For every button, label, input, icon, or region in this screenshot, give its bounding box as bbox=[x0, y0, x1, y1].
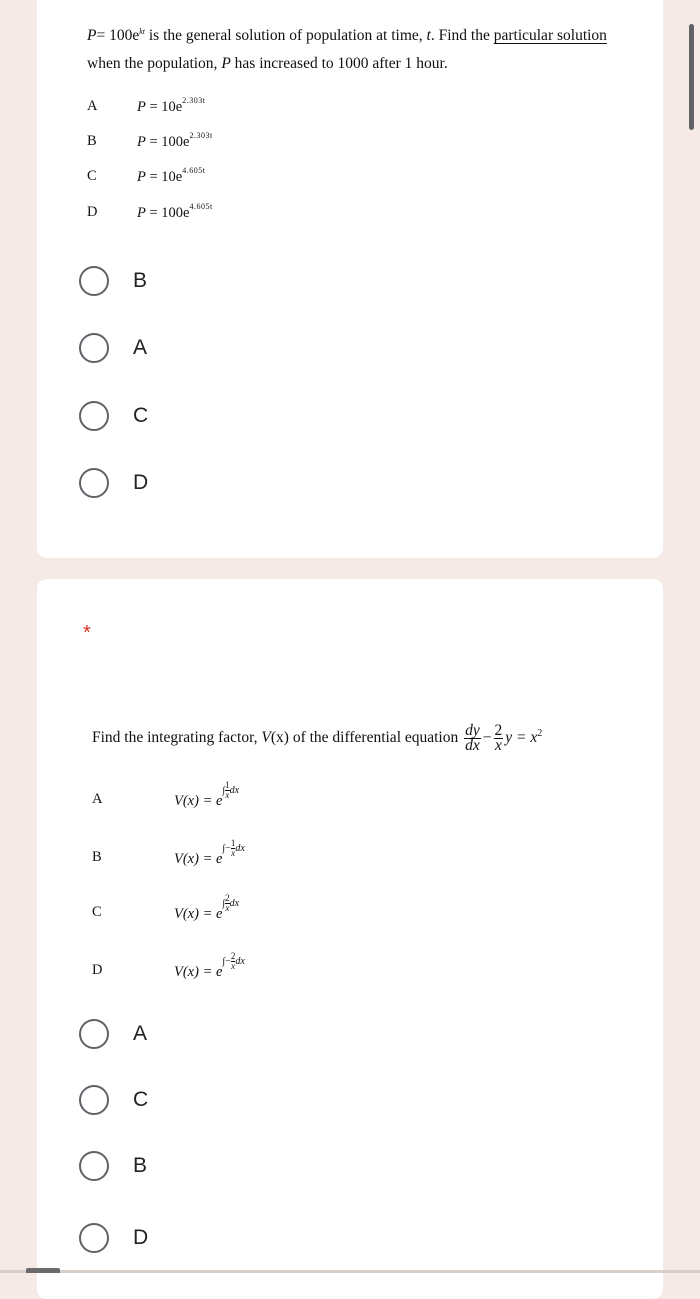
option-formula bbox=[137, 96, 205, 116]
q1-var-t: t bbox=[426, 27, 431, 45]
radio-button[interactable] bbox=[79, 333, 109, 363]
option-formula bbox=[137, 131, 213, 151]
q1-choice-c[interactable] bbox=[79, 401, 379, 437]
var-p: P bbox=[137, 99, 146, 115]
frac-den: x bbox=[231, 848, 236, 858]
frac-num: 2 bbox=[225, 893, 230, 903]
option-letter: B bbox=[92, 849, 102, 865]
formula-base: = 100e bbox=[149, 205, 190, 221]
formula-exponent bbox=[222, 894, 239, 913]
formula-exponent bbox=[222, 952, 244, 971]
integral-sign: ∫ bbox=[222, 842, 226, 854]
question-1-text bbox=[87, 18, 633, 78]
var-p: P bbox=[137, 169, 146, 185]
frac-den: x bbox=[231, 961, 236, 971]
q1-line2-1: when the population, bbox=[87, 55, 222, 73]
q2-var-v: V bbox=[261, 729, 271, 747]
dy-dx-fraction bbox=[464, 724, 481, 753]
formula-exponent bbox=[222, 839, 244, 858]
two-over-x-fraction bbox=[494, 724, 504, 753]
frac-num: 2 bbox=[230, 951, 236, 961]
choice-label: A bbox=[133, 336, 148, 359]
radio-button[interactable] bbox=[79, 1223, 109, 1253]
radio-button[interactable] bbox=[79, 1085, 109, 1115]
radio-button[interactable] bbox=[79, 266, 109, 296]
frac-den: dx bbox=[465, 737, 480, 755]
required-asterisk: * bbox=[83, 622, 91, 644]
option-letter: C bbox=[92, 904, 102, 920]
bottom-indicator bbox=[26, 1268, 60, 1273]
option-letter: D bbox=[87, 204, 98, 220]
sign: − bbox=[225, 842, 231, 854]
dx: dx bbox=[235, 842, 245, 854]
radio-button[interactable] bbox=[79, 468, 109, 498]
integral-sign: ∫ bbox=[222, 955, 226, 967]
option-formula bbox=[174, 781, 239, 810]
q1-text-3: . Find the bbox=[430, 27, 494, 45]
integral-sign: ∫ bbox=[222, 897, 226, 909]
formula-exp: 4.605t bbox=[189, 202, 213, 211]
dx: dx bbox=[229, 897, 240, 909]
frac-den: x bbox=[225, 790, 230, 800]
formula-lhs: V(x) = e bbox=[174, 963, 223, 980]
minus-sign: − bbox=[482, 729, 492, 747]
q2-choice-b[interactable] bbox=[79, 1151, 379, 1187]
y-equals-x: y = x bbox=[505, 729, 538, 747]
choice-label: D bbox=[133, 471, 149, 494]
formula-exp: 2.303t bbox=[189, 131, 213, 140]
option-letter: A bbox=[92, 791, 103, 807]
choice-label: C bbox=[133, 1088, 149, 1111]
choice-label: B bbox=[133, 1154, 148, 1177]
option-formula bbox=[174, 894, 239, 923]
q1-underlined: particular solution bbox=[493, 27, 607, 45]
q1-exp: kt bbox=[139, 27, 145, 36]
choice-label: C bbox=[133, 404, 149, 427]
frac-num: 2 bbox=[494, 722, 503, 740]
option-letter: A bbox=[87, 98, 98, 114]
q1-choice-b[interactable] bbox=[79, 266, 379, 302]
q2-choice-d[interactable] bbox=[79, 1223, 379, 1259]
option-formula bbox=[137, 166, 205, 186]
frac-num: dy bbox=[465, 722, 480, 740]
q2-text-2: of the differential equation bbox=[288, 729, 463, 747]
option-formula bbox=[174, 952, 245, 981]
q1-choice-a[interactable] bbox=[79, 333, 379, 369]
option-formula bbox=[174, 839, 245, 868]
frac-den: x bbox=[494, 737, 502, 755]
q1-choice-d[interactable] bbox=[79, 468, 379, 504]
option-letter: B bbox=[87, 133, 97, 149]
dx: dx bbox=[229, 784, 240, 796]
q1-line2-var: P bbox=[221, 55, 231, 73]
radio-button[interactable] bbox=[79, 401, 109, 431]
q1-text-2: is the general solution of population at time, bbox=[145, 27, 427, 45]
formula-base: = 10e bbox=[149, 169, 183, 185]
q2-choice-c[interactable] bbox=[79, 1085, 379, 1121]
formula-lhs: V(x) = e bbox=[174, 905, 223, 922]
question-card-1 bbox=[37, 0, 663, 558]
sign: − bbox=[225, 955, 231, 967]
question-2-text bbox=[92, 717, 633, 755]
integral-sign: ∫ bbox=[222, 784, 226, 796]
formula-lhs: V(x) = e bbox=[174, 792, 223, 809]
var-p: P bbox=[137, 205, 146, 221]
dx: dx bbox=[235, 955, 245, 967]
choice-label: B bbox=[133, 269, 148, 292]
formula-exp: 2.303t bbox=[182, 96, 206, 105]
q1-line2-2: has increased to 1000 after 1 hour. bbox=[230, 55, 448, 73]
q1-eq: = 100e bbox=[96, 27, 140, 45]
question-card-2 bbox=[37, 579, 663, 1299]
formula-base: = 10e bbox=[149, 99, 183, 115]
option-letter: C bbox=[87, 168, 97, 184]
frac-den: x bbox=[225, 903, 230, 913]
q2-var-x: (x) bbox=[270, 729, 289, 747]
q2-text-1: Find the integrating factor, bbox=[92, 729, 262, 747]
option-formula bbox=[137, 202, 213, 222]
formula-exp: 4.605t bbox=[182, 166, 206, 175]
q2-choice-a[interactable] bbox=[79, 1019, 379, 1055]
exponent-2: 2 bbox=[537, 728, 543, 739]
choice-label: A bbox=[133, 1022, 148, 1045]
var-p: P bbox=[137, 134, 146, 150]
formula-base: = 100e bbox=[149, 134, 190, 150]
frac-num: 1 bbox=[225, 780, 230, 790]
radio-button[interactable] bbox=[79, 1151, 109, 1181]
option-letter: D bbox=[92, 962, 103, 978]
formula-exponent bbox=[222, 781, 239, 800]
scrollbar-thumb[interactable] bbox=[689, 24, 694, 130]
formula-lhs: V(x) = e bbox=[174, 850, 223, 867]
var-p: P bbox=[87, 27, 97, 45]
frac-num: 1 bbox=[230, 838, 236, 848]
choice-label: D bbox=[133, 1226, 149, 1249]
radio-button[interactable] bbox=[79, 1019, 109, 1049]
